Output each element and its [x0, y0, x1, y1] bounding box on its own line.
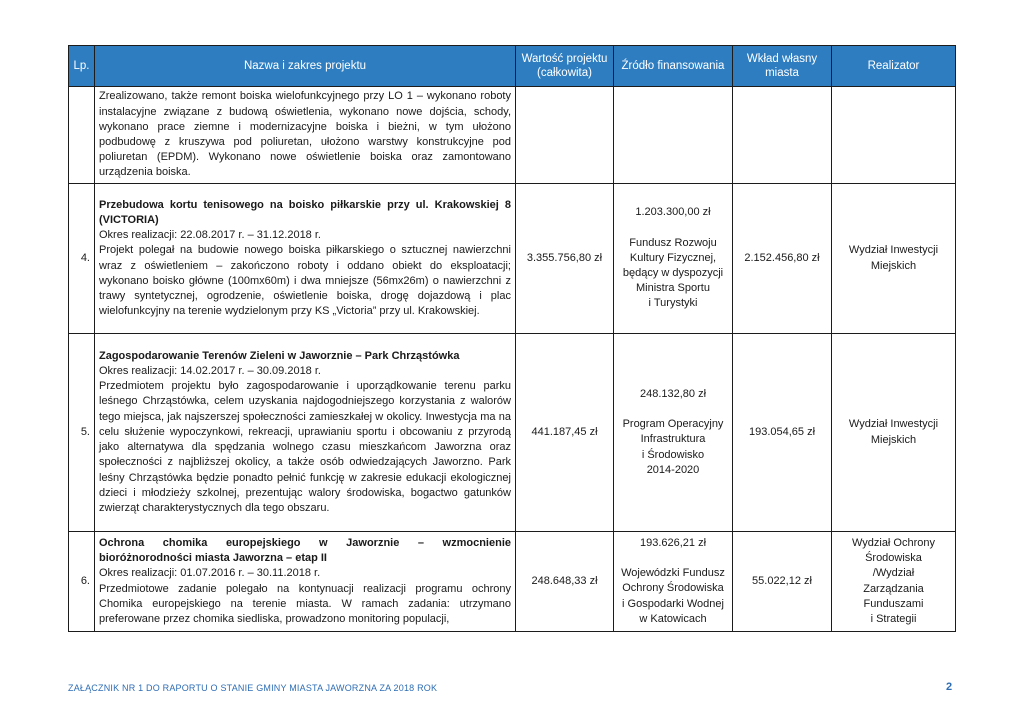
- row-own: 2.152.456,80 zł: [733, 184, 832, 334]
- projects-table: [68, 45, 956, 632]
- project-period: Okres realizacji: 14.02.2017 r. – 30.09.2018 r.: [99, 365, 321, 378]
- table-row: [69, 87, 956, 184]
- project-title: Zagospodarowanie Terenów Zieleni w Jaworznie – Park Chrząstówka: [99, 349, 460, 362]
- source-amount: 193.626,21 zł: [639, 536, 707, 549]
- row-project: [95, 184, 516, 334]
- realizer-line: Środowiska: [865, 552, 922, 565]
- project-period: Okres realizacji: 01.07.2016 r. – 30.11.2018 r.: [99, 567, 321, 580]
- row-lp: 4.: [69, 184, 95, 334]
- row-value: [516, 87, 614, 184]
- project-description: Przedmiotowe zadanie polegało na kontynuacji realizacji programu ochrony Chomika europejskiego na terenie miasta. W ramach zadania: utrzymano preferowane przez chomika siedliska, prowadzono monitoring populacji,: [99, 582, 511, 625]
- table-row: [69, 184, 956, 334]
- realizer-line: Wydział Ochrony: [851, 536, 936, 549]
- footer-title: ZAŁĄCZNIK NR 1 DO RAPORTU O STANIE GMINY MIASTA JAWORZNA ZA 2018 ROK: [68, 683, 438, 693]
- realizer-line: Miejskich: [870, 259, 917, 272]
- source-line: Program Operacyjny: [622, 418, 724, 431]
- source-line: Wojewódzki Fundusz: [621, 567, 725, 580]
- row-realizer: [832, 334, 956, 532]
- project-description: Projekt polegał na budowie nowego boiska piłkarskiego o sztucznej nawierzchni wraz z oświetleniem – zakończono roboty i oddano obiekt do eksploatacji; wykonano boisko główne (100mx60m) i dwa mniejsze (56mx26m) o nawierzchni z trawy syntetycznej, ogrodzenie, oświetlenie boiska, drogę dojazdową i plac wielofunkcyjny na terenie wydzielonym przy KS „Victoria” przy ul. Krakowskiej.: [99, 244, 511, 318]
- realizer-line: Wydział Inwestycji: [848, 418, 939, 431]
- row-lp: 6.: [69, 532, 95, 632]
- row-value: 441.187,45 zł: [516, 334, 614, 532]
- source-line: w Katowicach: [639, 612, 707, 625]
- row-value: 248.648,33 zł: [516, 532, 614, 632]
- project-title: Przebudowa kortu tenisowego na boisko piłkarskie przy ul. Krakowskiej 8 (VICTORIA): [99, 198, 511, 226]
- row-source: [614, 87, 733, 184]
- source-line: Kultury Fizycznej,: [629, 251, 717, 264]
- row-description: Zrealizowano, także remont boiska wielofunkcyjnego przy LO 1 – wykonano roboty instalacyjne związane z budową oświetlenia, wykonano nowe dojścia, schody, wykonano prace ziemne i modernizacyjne boiska i bieżni, w tym ułożono podbudowę z kruszywa pod poliuretan, ułożono warstwy konstrukcyjne pod poliuretan (EPDM). Wykonano nowe oświetlenie boiska oraz zamontowano urządzenia boiska.: [95, 87, 516, 184]
- header-realizer: Realizator: [832, 46, 956, 87]
- source-line: i Środowisko: [641, 448, 705, 461]
- header-value-line2: (całkowita): [537, 67, 592, 79]
- source-line: Fundusz Rozwoju: [629, 236, 717, 249]
- row-own: 55.022,12 zł: [733, 532, 832, 632]
- header-name: Nazwa i zakres projektu: [95, 46, 516, 87]
- row-own: 193.054,65 zł: [733, 334, 832, 532]
- source-line: Ministra Sportu: [636, 282, 710, 295]
- row-realizer: [832, 184, 956, 334]
- realizer-line: Zarządzania: [863, 582, 924, 595]
- source-line: i Gospodarki Wodnej: [622, 597, 724, 610]
- realizer-line: /Wydział: [872, 567, 915, 580]
- header-own-line2: miasta: [765, 67, 799, 79]
- header-own-line1: Wkład własny: [746, 53, 818, 65]
- source-amount: 248.132,80 zł: [639, 387, 707, 400]
- project-title: Ochrona chomika europejskiego w Jaworznie – wzmocnienie bioróżnorodności miasta Jaworzna – etap II: [99, 536, 511, 565]
- realizer-line: Funduszami: [863, 597, 924, 610]
- header-value: [516, 46, 614, 87]
- row-source: [614, 532, 733, 632]
- realizer-line: Miejskich: [870, 433, 917, 446]
- source-line: Ochrony Środowiska: [622, 582, 724, 595]
- row-source: [614, 184, 733, 334]
- row-realizer: [832, 87, 956, 184]
- project-description: Przedmiotem projektu było zagospodarowanie i uporządkowanie terenu parku leśnego Chrząstówka, celem uzyskania najdogodniejszego korzystania z walorów tego miejsca, jak najszerszej społeczności zamieszkałej w okolicy. Inwestycja ma na celu służenie wypoczynkowi, rekreacji, uprawianiu sportu i obcowaniu z przyrodą jako alternatywa dla spędzania wolnego czasu mieszkańcom Jaworzna oraz społeczności z najbliższej okolicy, a także osób odwiedzających Jaworzno. Park leśny Chrząstówka będzie ponadto pełnić funkcję w zakresie edukacji ekologicznej dzieci i młodzieży szkolnej, prezentując walory środowiska, bogactwo gatunków zwierząt charakterystycznych dla tego obszaru.: [99, 380, 511, 514]
- row-value: 3.355.756,80 zł: [516, 184, 614, 334]
- table-header-row: [69, 46, 956, 87]
- table-row: [69, 334, 956, 532]
- source-line: będący w dyspozycji: [622, 267, 724, 279]
- header-lp: Lp.: [69, 46, 95, 87]
- row-own: [733, 87, 832, 184]
- table-row: [69, 532, 956, 632]
- source-line: i Turystyki: [648, 297, 698, 310]
- page-number: 2: [946, 681, 953, 693]
- realizer-line: i Strategii: [870, 612, 917, 625]
- row-source: [614, 334, 733, 532]
- project-period: Okres realizacji: 22.08.2017 r. – 31.12.2018 r.: [99, 229, 321, 242]
- row-lp: 5.: [69, 334, 95, 532]
- realizer-line: Wydział Inwestycji: [848, 244, 939, 257]
- header-own: [733, 46, 832, 87]
- row-realizer: [832, 532, 956, 632]
- source-line: Infrastruktura: [640, 433, 706, 446]
- row-lp: [69, 87, 95, 184]
- header-source: Źródło finansowania: [614, 46, 733, 87]
- row-project: [95, 334, 516, 532]
- source-amount: 1.203.300,00 zł: [635, 206, 711, 219]
- source-line: 2014-2020: [646, 463, 700, 476]
- header-value-line1: Wartość projektu: [521, 53, 608, 65]
- row-project: [95, 532, 516, 632]
